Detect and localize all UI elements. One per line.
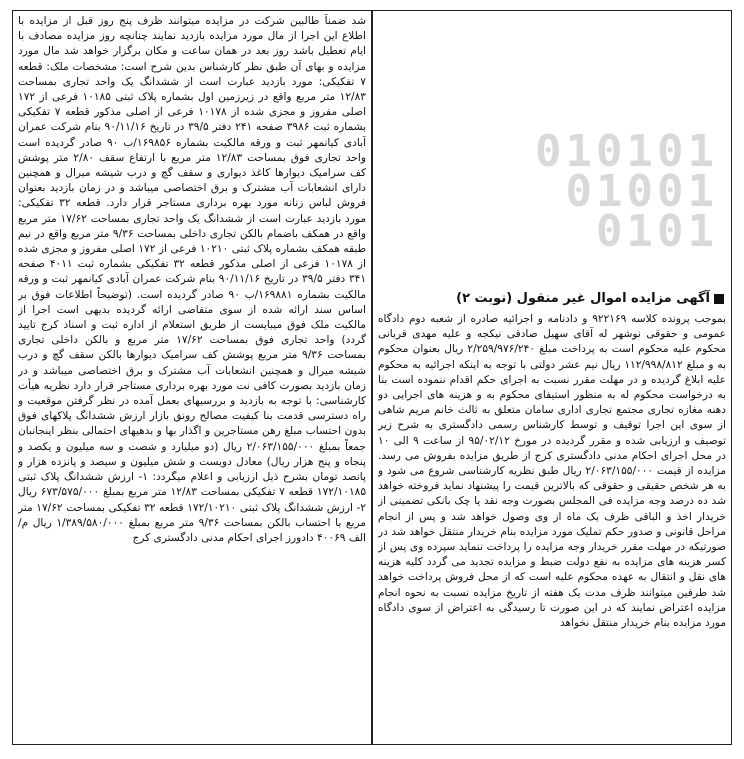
right-column: [378, 312, 726, 742]
notice-heading: [378, 290, 724, 308]
watermark-area: [378, 12, 728, 297]
heading-square-icon: [714, 294, 724, 304]
column-divider: [371, 10, 373, 745]
left-column: [18, 14, 366, 742]
watermark: 010101 01001 0101: [535, 126, 718, 257]
notice-heading-text: آگهی مزایده اموال غیر منقول (نوبت ۲): [456, 291, 710, 306]
right-column-text: بموجب پرونده کلاسه ۹۲۲۱۶۹ و دادنامه و اجرائیه صادره از شعبه دوم دادگاه عمومی و حقوقی نوشهر له آقای سهیل صادقی نیکجه و علیه مهدی قربانی محکوم علیه محکوم است به پرداخت مبلغ ۲/۲۵۹/۹۷۶/۲۴۰ ریال بعنوان محکوم به و مبلغ ۱۱۲/۹۹۸/۸۱۲ ریال نیم عشر دولتی با توجه به اینکه اجرائیه به محکوم علیه ابلاغ گردیده و در مهلت مقرر نسبت به اجرای حکم اقدام ننموده است بنا به درخواست محکوم له به منظور استیفای محکوم به و هزینه های اجرایی دو دهنه مغازه تجاری مجتمع تجاری اداری سامان متعلق به ثالث خانم مریم شاهی از سوی این اجرا توقیف و توسط کارشناس رسمی دادگستری به شرح زیر توصیف و ارزیابی شده و مقرر گردیده در مورخ ۹۵/۰۲/۱۲ از ساعت ۹ الی ۱۰ در محل اجرای احکام مدنی دادگستری کرج از طریق مزایده بفروش می رسد. مزایده از قیمت ۲/۰۶۳/۱۵۵/۰۰۰ ریال طبق نظریه کارشناسی شروع می شود و به هر شخص حقیقی و حقوقی که بالاترین قیمت را پیشنهاد نماید فروخته خواهد شد ده درصد وجه مزایده فی المجلس بصورت وجه نقد یا چک بانکی تضمینی از خریدار اخذ و الباقی ظرف یک ماه از وی وصول خواهد شد و پس از انجام مراحل قانونی و صدور حکم تملیک مورد مزایده بنام خریدار منتقل خواهد شد در صورتیکه در مهلت مقرر خریدار وجه مزایده را پرداخت ننماید سپرده وی پس از کسر هزینه های مزایده به نفع دولت ضبط و مزایده تجدید می گردد کلیه هزینه های نقل و انتقال به عهده محکوم علیه است که از محل فروش پرداخت خواهد شد طرفین میتوانند ظرف مدت یک هفته از تاریخ مزایده نسبت به نحوه انجام مزایده اعتراض نمایند که در این صورت تا رسیدگی به اعتراض از سوی دادگاه مورد مزایده بنام خریدار منتقل نخواهد: [378, 313, 726, 630]
left-column-text: شد ضمناً طالبین شرکت در مزایده میتوانند ظرف پنج روز قبل از مزایده با اطلاع این اجرا از مال مورد مزایده بازدید نمایند چنانچه روز مزایده مصادف با ایام تعطیل باشد روز بعد در همان ساعت و مکان برگزار خواهد شد مال مورد مزایده و بهای آن طبق نظر کارشناس بدین شرح است: مشخصات ملک: قطعه ۷ تفکیکی: مورد بازدید عبارت است از ششدانگ یک واحد تجاری بمساحت ۱۲/۸۳ متر مربع واقع در زیرزمین اول بشماره پلاک ثبتی ۱۰۱۸۵ فرعی از ۱۷۲ اصلی مفروز و مجزی شده از ۱۰۱۷۸ فرعی از اصلی مذکور قطعه ۷ تفکیکی بشماره ثبت ۳۹۸۶ صفحه ۲۴۱ دفتر ۳۹/۵ در تاریخ ۹۰/۱۱/۱۶ بنام شرکت عمران آبادی کیانمهر ثبت و ورقه مالکیت بشماره ۱۶۹۸۵۶/ب ۹۰ صادر گردیده است واحد تجاری فوق بمساحت ۱۲/۸۳ متر مربع با ارتفاع سقف ۲/۸۰ متر پوشش کف سرامیک دیوارها کاغذ دیواری و سقف گچ و درب شیشه میرال و همچنین دارای انشعابات آب مشترک و برق اختصاصی میباشد و در زمان بازدید بعنوان فروش لباس زنانه مورد بهره برداری مستاجر قرار دارد. قطعه ۳۲ تفکیکی: مورد بازدید عبارت است از ششدانگ یک واحد تجاری بمساحت ۱۷/۶۲ متر مربع واقع در همکف باضمام بالکن تجاری داخلی بمساحت ۹/۳۶ متر مربع واقع در نیم طبقه همکف بشماره پلاک ثبتی ۱۰۲۱۰ فرعی از ۱۷۲ اصلی مفروز و مجزی شده از ۱۰۱۷۸ فرعی از اصلی مذکور قطعه ۳۲ تفکیکی بشماره ثبت ۴۰۱۱ صفحه ۳۴۱ دفتر ۳۹/۵ در تاریخ ۹۰/۱۱/۱۶ بنام شرکت عمران آبادی کیانمهر ثبت و ورقه مالکیت بشماره ۱۶۹۸۸۱/ب ۹۰ صادر گردیده است. (توضیحاً اطلاعات فوق بر اساس سند ارائه شده از سوی متقاضی ارائه گردیده بدیهی است اجرا از مالکیت ملک فوق میبایست از طریق استعلام از اداره ثبت و اسناد کرج تایید گردد) واحد تجاری فوق بمساحت ۱۷/۶۲ متر مربع و بالکن داخلی تجاری بمساحت ۹/۳۶ متر مربع پوشش کف سرامیک دیوارها بالکن سقف گچ و درب شیشه میرال و همچنین انشعابات آب مشترک و برق اختصاصی میباشد و در زمان بازدید بصورت کافی نت مورد بهره برداری مستاجر قرار دارد نظریه هیأت کارشناسی: با توجه به بازدید و بررسیهای بعمل آمده در نظر گرفتن موقعیت و راه دسترسی قدمت بنا کیفیت مصالح رونق بازار ارزش ششدانگ پلاکهای فوق بدون احتساب مبلغ رهن مستاجرین و اگذار بها و بدهیهای احتمالی بنظر اینجانبان جمعاً بمبلغ ۲/۰۶۳/۱۵۵/۰۰۰ ریال (دو میلیارد و شصت و سه میلیون و یکصد و پنجاه و پنج هزار ریال) معادل دویست و شش میلیون و سیصد و پانزده هزار و پانصد تومان بشرح ذیل ارزیابی و اعلام میگردد: ۱- ارزش ششدانگ پلاک ثبتی ۱۷۲/۱۰۱۸۵ قطعه ۷ تفکیکی بمساحت ۱۲/۸۳ متر مربع بمبلغ ۶۷۳/۵۷۵/۰۰۰ ریال ۲- ارزش ششدانگ پلاک ثبتی ۱۷۲/۱۰۲۱۰ قطعه ۳۲ تفکیکی بمساحت ۱۷/۶۲ متر مربع با احتساب بالکن بمساحت ۹/۳۶ متر مربع بمبلغ ۱/۳۸۹/۵۸۰/۰۰۰ ریال م/الف ۴۰۰۶۹ دادورز اجرای احکام مدنی دادگستری کرج: [18, 15, 366, 544]
